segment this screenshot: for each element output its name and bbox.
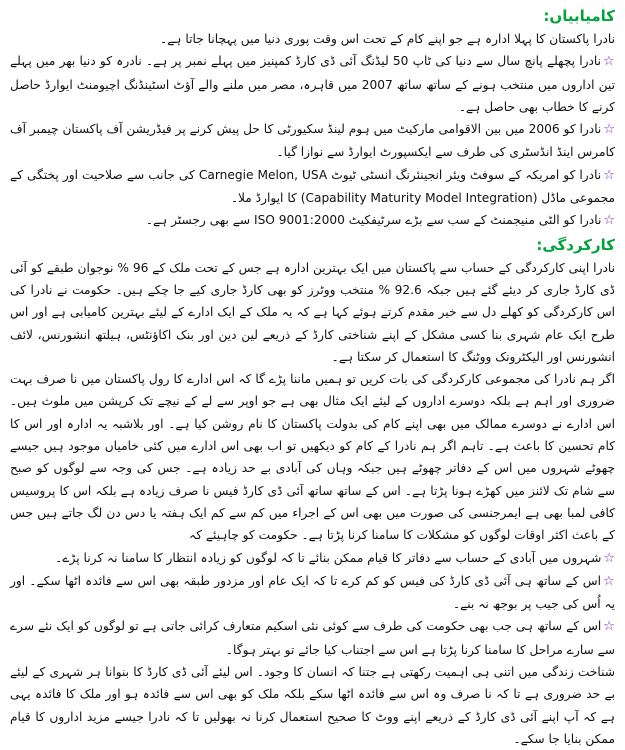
achievement-text: نادرا کو امریکہ کے سوفٹ ویئر انجینئرنگ انسٹی ٹیوٹ Carnegie Melon, USA کی جانب سے صلاحیت اور پختگی کے مجموعی ماڈل (Capability Maturity Model Integration) کا ایوارڈ ملا۔ <box>10 167 615 206</box>
achievement-item <box>10 50 615 118</box>
suggestion-item <box>10 570 615 616</box>
star-icon: ☆ <box>603 550 615 566</box>
star-icon: ☆ <box>602 573 615 589</box>
suggestion-text: اس کے ساتھ ہی جب بھی حکومت کی طرف سے کوئی نئی اسکیم متعارف کرائی جاتی ہے تو لوگوں کو ایک نئے سرے سے سارے مراحل کا سامنا کرنا پڑتا ہے اس سے اجتناب کیا جائے تو بہتر ہوگا۔ <box>10 619 615 657</box>
achievement-text: نادرا کو 2006 میں بین الاقوامی مارکیٹ میں ہوم لینڈ سکیورٹی کا حل پیش کرنے پر فیڈریشن آف پاکستان چیمبر آف کامرس اینڈ انڈسٹری کی طرف سے ایکسپورٹ ایوارڈ سے نوازا گیا۔ <box>10 122 615 160</box>
achievements-intro: نادرا پاکستان کا پہلا ادارہ ہے جو اپنے کام کے تحت اس وقت پوری دنیا میں پہچانا جاتا ہے۔ <box>160 32 615 46</box>
achievement-text: نادرا پچھلے پانچ سال سے دنیا کی ٹاپ 50 لیڈنگ آئی ڈی کارڈ کمپنیز میں پہلے نمبر پر ہے۔ نادرہ کو دنیا بھر میں پہلے تین اداروں میں منتخب ہونے کے ساتھ ساتھ 2007 میں قاہرہ، مصر میں ملنے والے آؤٹ اسٹینڈنگ اچیومنٹ ایوارڈ حاصل کرنے کا خطاب بھی حاصل ہے۔ <box>10 54 615 114</box>
achievement-text: نادرا کو الٹی منیجمنٹ کے سب سے بڑے سرٹیفکیٹ ISO 9001:2000 سے بھی رجسٹر ہے۔ <box>145 213 602 228</box>
suggestion-item <box>10 615 615 661</box>
star-icon: ☆ <box>603 619 615 635</box>
achievements-heading: کامیابیاں: <box>543 7 615 25</box>
performance-heading: کارکردگی: <box>536 235 615 254</box>
achievement-item <box>10 209 615 232</box>
suggestion-text: اس کے ساتھ ہی آئی ڈی کارڈ کی فیس کو کم کرے تا کہ ایک عام اور مزدور طبقہ بھی اس سے فائدہ اٹھا سکے۔ اور یہ اُس کی جیب پر بوجھ نہ بنے۔ <box>10 573 615 612</box>
achievement-item <box>10 118 615 164</box>
performance-paragraph: اگر ہم نادرا کی مجموعی کارکردگی کی بات کریں تو ہمیں ماننا پڑے گا کہ اس ادارے کا رول پاکستان میں نا صرف بہت ضروری اور اہم ہے بلکہ دوسرے اداروں کے لیئے ایک مثال بھی ہے جو اوپر سے لے کے نیچے تک کرپشن میں ملوث ہیں۔ اس ادارے نے دوسرے ممالک میں بھی اپنے کام کی بدولت پاکستان کا نام روشن کیا ہے۔ اور بلاشبہ یہ ادارہ اور اس کا کام تحسین کا باعث ہے۔ تاہم اگر ہم نادرا کے کام کو دیکھیں تو اب بھی اس ادارے میں کئی خامیاں موجود ہیں جیسے چھوٹے شہروں میں اس کے دفاتر چھوٹے ہیں جبکہ وہاں کی آبادی بے حد زیادہ ہے۔ جس کی وجہ سے لوگوں کو صبح سے شام تک لائنز میں کھڑے ہونا پڑتا ہے۔ اس کے ساتھ ساتھ آئی ڈی کارڈ فیس نا صرف زیادہ ہے بلکہ اس کا پروسیس کافی لمبا بھی ہے ایمرجنسی کی صورت میں بھی اس کے اجراء میں کم سے کم ایک ہفتہ یا دس دن لگ جاتے ہیں جس کے باعث اکثر اوقات لوگوں کو مشکلات کا سامنا کرنا پڑتا ہے۔ حکومت کو چاہیئے کہ <box>10 372 615 543</box>
closing-paragraph: شناخت زندگی میں اتنی ہی اہمیت رکھتی ہے جتنا کہ انسان کا وجود۔ اس لیئے آئی ڈی کارڈ کا بنوانا ہر شہری کے لیئے بے حد ضروری ہے تا کہ نا صرف وہ اس سے فائدہ اٹھا سکے بلکہ ملک کو بھی اس سے فائدہ ہو اور ملک کا فائدہ یہی ہے کہ آپ اپنے آئی ڈی کارڈ کے ذریعے اپنے ووٹ کا صحیح استعمال کرنا نہ بھولیں تا کہ نادرا جیسے مزید اداروں کا قیام ممکن بنایا جا سکے۔ <box>10 665 615 746</box>
star-icon: ☆ <box>603 54 615 70</box>
suggestion-text: شہروں میں آبادی کے حساب سے دفاتر کا قیام ممکن بنائے تا کہ لوگوں کو زیادہ انتظار کا سامنا نہ کرنا پڑے۔ <box>55 550 602 565</box>
suggestion-item <box>10 547 615 570</box>
star-icon: ☆ <box>603 167 616 183</box>
performance-paragraph: نادرا اپنی کارکردگی کے حساب سے پاکستان میں ایک بہترین ادارہ ہے جس کے تحت ملک کے 96 % نوجوان طبقے کو آئی ڈی کارڈ جاری کر دیئے گئے ہیں جبکہ 92.6 % منتخب ووٹرز کو بھی کارڈ جاری کیے جا چکے ہیں۔ حکومت نے نادرا کی اس کارکردگی کو کھلے دل سے خیر مقدم کرتے ہوئے کہا ہے کہ یہ ملک کے ایک ادارے کے لیئے بہترین کامیابی ہے اور اس طرح ایک عام شہری بنا کسی مشکل کے اپنے شناختی کارڈ کے ذریعے لین دین اور بنک اکاؤنٹس، ہیلتھ انشورنس، لائف انشورنس اور الیکٹرونک ووٹنگ کا استعمال کر سکتا ہے۔ <box>10 260 615 364</box>
achievement-item <box>10 164 615 210</box>
star-icon: ☆ <box>603 213 615 229</box>
star-icon: ☆ <box>603 122 616 138</box>
